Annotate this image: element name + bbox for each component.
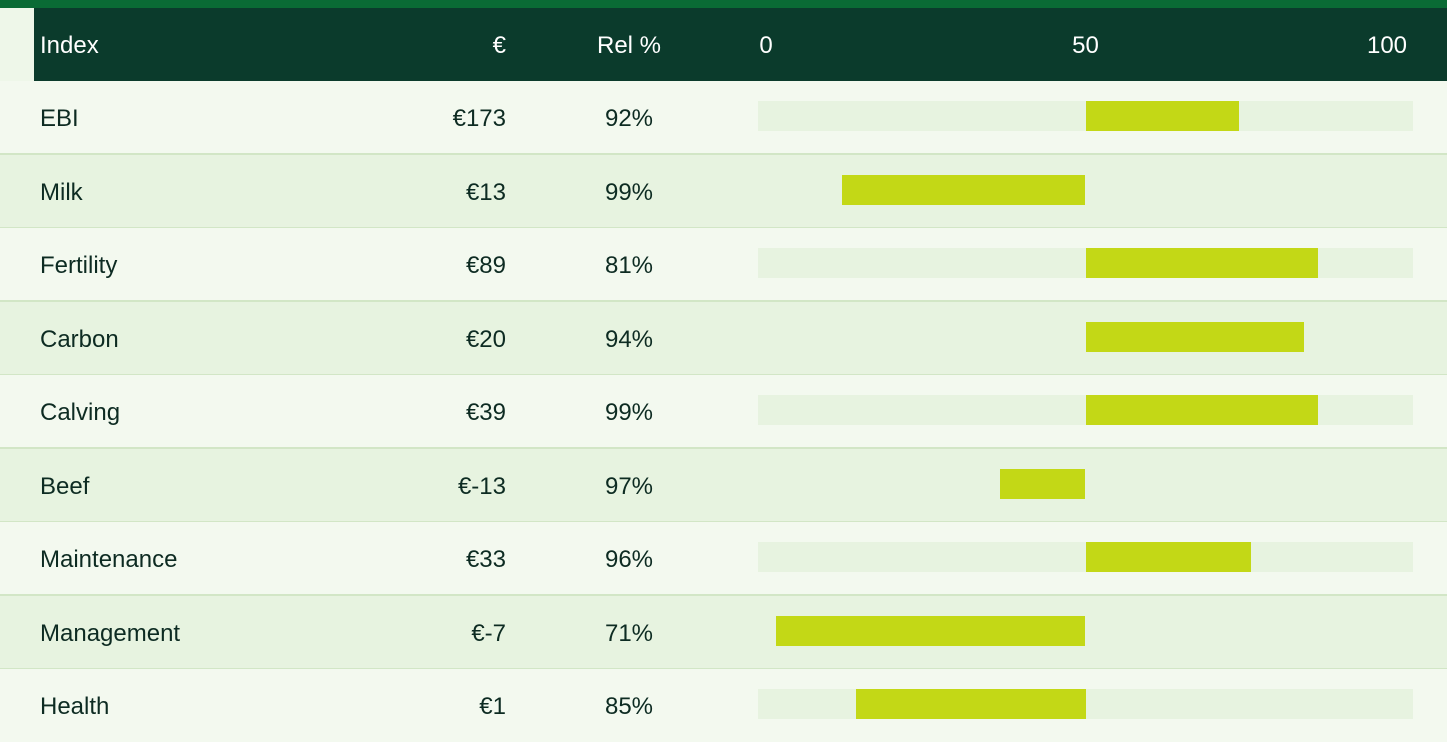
bar-track: [758, 322, 1413, 352]
bar-track: [758, 101, 1413, 131]
bar-track: [758, 395, 1413, 425]
bar-fertility: [1086, 248, 1319, 278]
header-euro: €: [492, 32, 506, 59]
row-euro-value: €173: [452, 105, 506, 132]
row-euro-value: €-7: [471, 619, 506, 647]
row-euro-value: €1: [479, 693, 506, 720]
row-reliability: 92%: [604, 105, 654, 132]
axis-tick-50: 50: [1072, 32, 1099, 59]
row-reliability: 97%: [604, 472, 654, 500]
row-reliability: 96%: [604, 546, 654, 573]
table-row: [0, 669, 1447, 742]
row-euro-value: €89: [465, 252, 506, 279]
table-row: [0, 375, 1447, 448]
axis-tick-0: 0: [759, 32, 773, 59]
top-accent-rule: [0, 0, 1447, 8]
row-index-name: Management: [40, 619, 181, 647]
row-index-name: Carbon: [40, 325, 119, 353]
bar-maintenance: [1086, 542, 1252, 572]
row-reliability: 85%: [604, 693, 654, 720]
row-euro-value: €20: [465, 325, 506, 353]
bar-beef: [1000, 469, 1086, 499]
row-index-name: Maintenance: [40, 546, 178, 573]
row-euro-value: €33: [465, 546, 506, 573]
bar-carbon: [1086, 322, 1305, 352]
row-index-name: Health: [40, 693, 110, 720]
table-row: [0, 228, 1447, 301]
row-reliability: 81%: [604, 252, 654, 279]
row-index-name: Beef: [40, 472, 90, 500]
bar-health: [856, 689, 1085, 719]
row-reliability: 99%: [604, 178, 654, 206]
table-row: [0, 302, 1447, 375]
table-row: [0, 596, 1447, 669]
bar-track: [758, 689, 1413, 719]
row-index-name: EBI: [40, 105, 79, 132]
bar-management: [776, 616, 1086, 646]
row-euro-value: €-13: [457, 472, 506, 500]
bar-calving: [1086, 395, 1319, 425]
row-euro-value: €13: [465, 178, 506, 206]
row-reliability: 71%: [604, 619, 654, 647]
bar-track: [758, 469, 1413, 499]
table-row: [0, 522, 1447, 595]
table-header: [34, 8, 1447, 81]
bar-track: [758, 542, 1413, 572]
axis-tick-100: 100: [1366, 32, 1408, 59]
row-index-name: Fertility: [40, 252, 118, 279]
row-index-name: Calving: [40, 399, 121, 426]
header-index: Index: [40, 32, 99, 59]
table-row: [0, 81, 1447, 154]
row-index-name: Milk: [40, 178, 83, 206]
row-euro-value: €39: [465, 399, 506, 426]
table-row: [0, 449, 1447, 522]
table-row: [0, 155, 1447, 228]
bar-track: [758, 175, 1413, 205]
bar-milk: [842, 175, 1086, 205]
row-reliability: 94%: [604, 325, 654, 353]
header-rel-percent: Rel %: [596, 32, 662, 59]
bar-ebi: [1086, 101, 1240, 131]
bar-track: [758, 248, 1413, 278]
row-reliability: 99%: [604, 399, 654, 426]
bar-track: [758, 616, 1413, 646]
